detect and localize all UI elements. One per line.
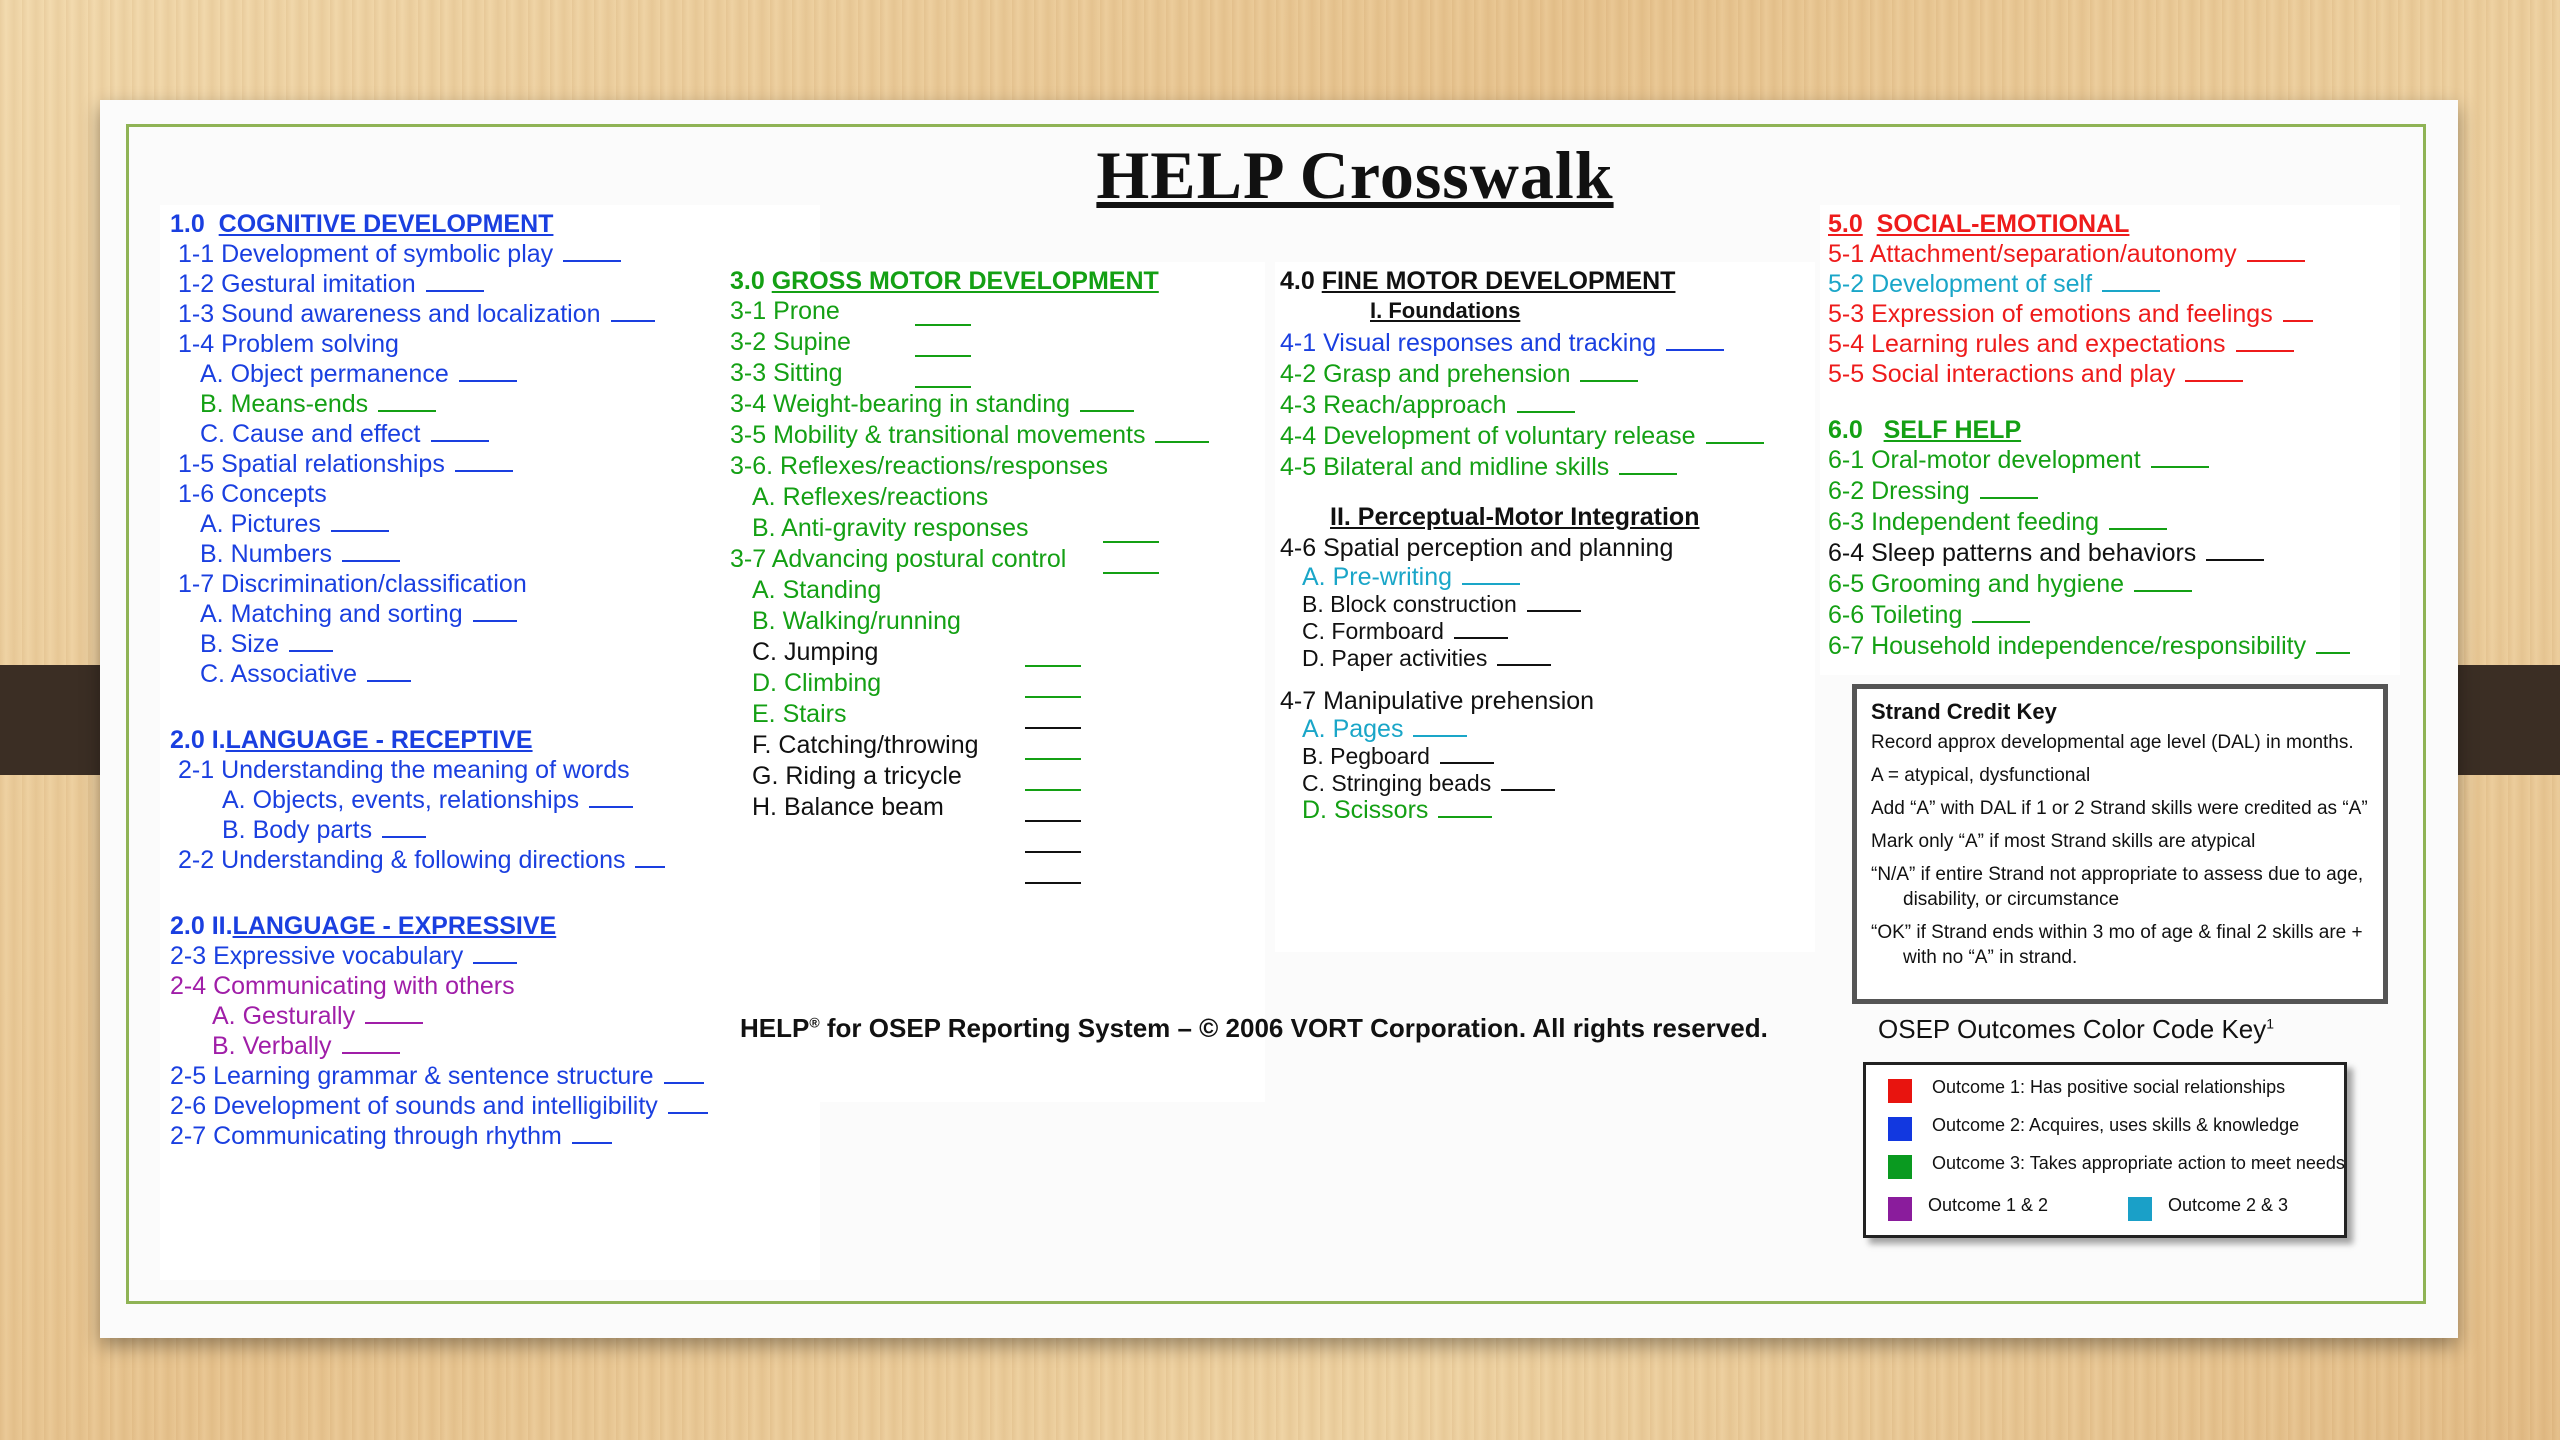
- answer-blank: [915, 324, 971, 326]
- list-item: 3-6. Reflexes/reactions/responses: [730, 452, 1108, 480]
- list-item: B. Pegboard: [1302, 741, 1494, 771]
- list-item: A. Standing: [752, 576, 882, 604]
- list-item: C. Formboard: [1302, 616, 1508, 646]
- outcome-label: Outcome 1 & 2: [1928, 1195, 2049, 1215]
- list-item: 4-6 Spatial perception and planning: [1280, 534, 1674, 562]
- list-item: B. Verbally: [212, 1031, 400, 1061]
- section-heading-receptive: 2.0 I.LANGUAGE - RECEPTIVE: [170, 726, 533, 754]
- list-item: 2-3 Expressive vocabulary: [170, 941, 517, 971]
- answer-blank: [915, 355, 971, 357]
- list-item: 1-1 Development of symbolic play: [178, 239, 621, 269]
- answer-blank: [1025, 882, 1081, 884]
- list-item: A. Objects, events, relationships: [222, 785, 633, 815]
- list-item: 1-2 Gestural imitation: [178, 269, 484, 299]
- answer-blank: [1025, 789, 1081, 791]
- osep-key-title: OSEP Outcomes Color Code Key$^1$: [1878, 1014, 2275, 1044]
- list-item: 5-5 Social interactions and play: [1828, 359, 2243, 389]
- list-item: 6-7 Household independence/responsibility: [1828, 631, 2350, 661]
- strand-credit-key: [1852, 684, 2388, 1004]
- answer-blank: [1025, 727, 1081, 729]
- answer-blank: [1025, 820, 1081, 822]
- list-item: A. Gesturally: [212, 1001, 423, 1031]
- subheading-perceptual-motor: II. Perceptual-Motor Integration: [1330, 503, 1700, 531]
- list-item: 1-4 Problem solving: [178, 330, 399, 358]
- list-item: 3-2 Supine: [730, 328, 851, 356]
- outcome-label: Outcome 3: Takes appropriate action to meet needs: [1932, 1153, 2345, 1173]
- strand-key-line: “N/A” if entire Strand not appropriate to assess due to age,: [1871, 864, 2364, 885]
- outcome-2-swatch: [1888, 1117, 1912, 1141]
- list-item: 1-6 Concepts: [178, 480, 327, 508]
- outcome-3-swatch: [1888, 1155, 1912, 1179]
- list-item: 3-7 Advancing postural control: [730, 545, 1067, 573]
- list-item: B. Means-ends: [200, 389, 436, 419]
- list-item: 4-3 Reach/approach: [1280, 390, 1575, 420]
- list-item: B. Size: [200, 629, 333, 659]
- list-item: D. Paper activities: [1302, 643, 1551, 673]
- copyright-footer: HELP® for OSEP Reporting System – © 2006 VORT Corporation. All rights reserved.: [740, 1013, 1768, 1043]
- answer-blank: [1025, 696, 1081, 698]
- outcome-label: Outcome 2: Acquires, uses skills & knowledge: [1932, 1115, 2300, 1135]
- list-item: A. Pictures: [200, 509, 389, 539]
- list-item: 3-4 Weight-bearing in standing: [730, 389, 1134, 419]
- list-item: 6-1 Oral-motor development: [1828, 445, 2209, 475]
- list-item: A. Reflexes/reactions: [752, 483, 989, 511]
- strand-key-line: Mark only “A” if most Strand skills are atypical: [1871, 831, 2256, 852]
- list-item: 6-3 Independent feeding: [1828, 507, 2167, 537]
- list-item: 1-7 Discrimination/classification: [178, 570, 527, 598]
- list-item: 2-2 Understanding & following directions: [178, 845, 665, 875]
- list-item: F. Catching/throwing: [752, 731, 979, 759]
- list-item: 4-7 Manipulative prehension: [1280, 687, 1595, 715]
- list-item: E. Stairs: [752, 700, 847, 728]
- strand-key-line: with no “A” in strand.: [1903, 947, 2078, 968]
- answer-blank: [1025, 665, 1081, 667]
- list-item: 4-4 Development of voluntary release: [1280, 421, 1764, 451]
- outcome-1-swatch: [1888, 1079, 1912, 1103]
- list-item: 2-7 Communicating through rhythm: [170, 1121, 612, 1151]
- strand-key-line: Add “A” with DAL if 1 or 2 Strand skills were credited as “A”: [1871, 798, 2368, 819]
- list-item: 6-6 Toileting: [1828, 600, 2030, 630]
- list-item: 5-4 Learning rules and expectations: [1828, 329, 2294, 359]
- list-item: G. Riding a tricycle: [752, 762, 962, 790]
- list-item: H. Balance beam: [752, 793, 944, 821]
- list-item: 6-2 Dressing: [1828, 476, 2038, 506]
- strand-key-line: “OK” if Strand ends within 3 mo of age & final 2 skills are +: [1871, 922, 2363, 943]
- list-item: A. Pages: [1302, 714, 1467, 744]
- list-item: 5-2 Development of self: [1828, 269, 2160, 299]
- section-heading-gross-motor: 3.0 GROSS MOTOR DEVELOPMENT: [730, 267, 1159, 295]
- list-item: 2-1 Understanding the meaning of words: [178, 756, 630, 784]
- strand-key-line: disability, or circumstance: [1903, 889, 2120, 910]
- list-item: C. Jumping: [752, 638, 879, 666]
- section-heading-social: 5.0 SOCIAL-EMOTIONAL: [1828, 210, 2130, 238]
- outcome-2-3-swatch: [2128, 1197, 2152, 1221]
- section-heading-expressive: 2.0 II.LANGUAGE - EXPRESSIVE: [170, 912, 557, 940]
- outcome-label: Outcome 1: Has positive social relationships: [1932, 1077, 2286, 1097]
- list-item: D. Scissors: [1302, 795, 1492, 825]
- section-heading-cognitive: 1.0 COGNITIVE DEVELOPMENT: [170, 210, 554, 238]
- list-item: B. Anti-gravity responses: [752, 514, 1029, 542]
- subheading-foundations: I. Foundations: [1370, 298, 1521, 323]
- section-heading-self-help: 6.0 SELF HELP: [1828, 416, 2022, 444]
- list-item: B. Block construction: [1302, 589, 1581, 619]
- answer-blank: [1025, 851, 1081, 853]
- answer-blank: [915, 386, 971, 388]
- column-gross-motor: [725, 262, 1265, 1102]
- list-item: D. Climbing: [752, 669, 882, 697]
- answer-blank: [1103, 572, 1159, 574]
- outcome-1-2-swatch: [1888, 1197, 1912, 1221]
- list-item: C. Cause and effect: [200, 419, 489, 449]
- list-item: B. Walking/running: [752, 607, 961, 635]
- list-item: B. Body parts: [222, 815, 426, 845]
- list-item: A. Pre-writing: [1302, 562, 1520, 592]
- strand-key-line: Record approx developmental age level (DAL) in months.: [1871, 732, 2354, 753]
- answer-blank: [1103, 541, 1159, 543]
- page-title: HELP Crosswalk: [1096, 137, 1614, 213]
- list-item: 1-5 Spatial relationships: [178, 449, 513, 479]
- list-item: C. Associative: [200, 659, 411, 689]
- list-item: C. Stringing beads: [1302, 768, 1555, 798]
- list-item: B. Numbers: [200, 539, 400, 569]
- column-fine-motor: [1275, 262, 1815, 952]
- strand-key-line: A = atypical, dysfunctional: [1871, 765, 2091, 786]
- column-cognitive-language: [160, 205, 820, 1280]
- osep-color-key: [1863, 1062, 2347, 1238]
- list-item: 5-1 Attachment/separation/autonomy: [1828, 239, 2305, 269]
- list-item: 3-1 Prone: [730, 297, 840, 325]
- list-item: 3-3 Sitting: [730, 359, 843, 387]
- list-item: 2-6 Development of sounds and intelligibility: [170, 1091, 708, 1121]
- list-item: 1-3 Sound awareness and localization: [178, 299, 655, 329]
- list-item: 4-1 Visual responses and tracking: [1280, 328, 1724, 358]
- list-item: 6-5 Grooming and hygiene: [1828, 569, 2192, 599]
- list-item: 6-4 Sleep patterns and behaviors: [1828, 538, 2264, 568]
- strand-key-title: Strand Credit Key: [1871, 699, 2057, 724]
- list-item: 2-4 Communicating with others: [170, 972, 515, 1000]
- list-item: A. Matching and sorting: [200, 599, 517, 629]
- list-item: 3-5 Mobility & transitional movements: [730, 420, 1209, 450]
- list-item: 5-3 Expression of emotions and feelings: [1828, 299, 2313, 329]
- list-item: 4-5 Bilateral and midline skills: [1280, 452, 1677, 482]
- slide: [100, 100, 2458, 1338]
- list-item: 2-5 Learning grammar & sentence structure: [170, 1061, 704, 1091]
- list-item: A. Object permanence: [200, 359, 517, 389]
- list-item: 4-2 Grasp and prehension: [1280, 359, 1638, 389]
- column-social-selfhelp: [1820, 205, 2400, 675]
- section-heading-fine-motor: 4.0 FINE MOTOR DEVELOPMENT: [1280, 267, 1676, 295]
- outcome-label: Outcome 2 & 3: [2168, 1195, 2289, 1215]
- answer-blank: [1025, 758, 1081, 760]
